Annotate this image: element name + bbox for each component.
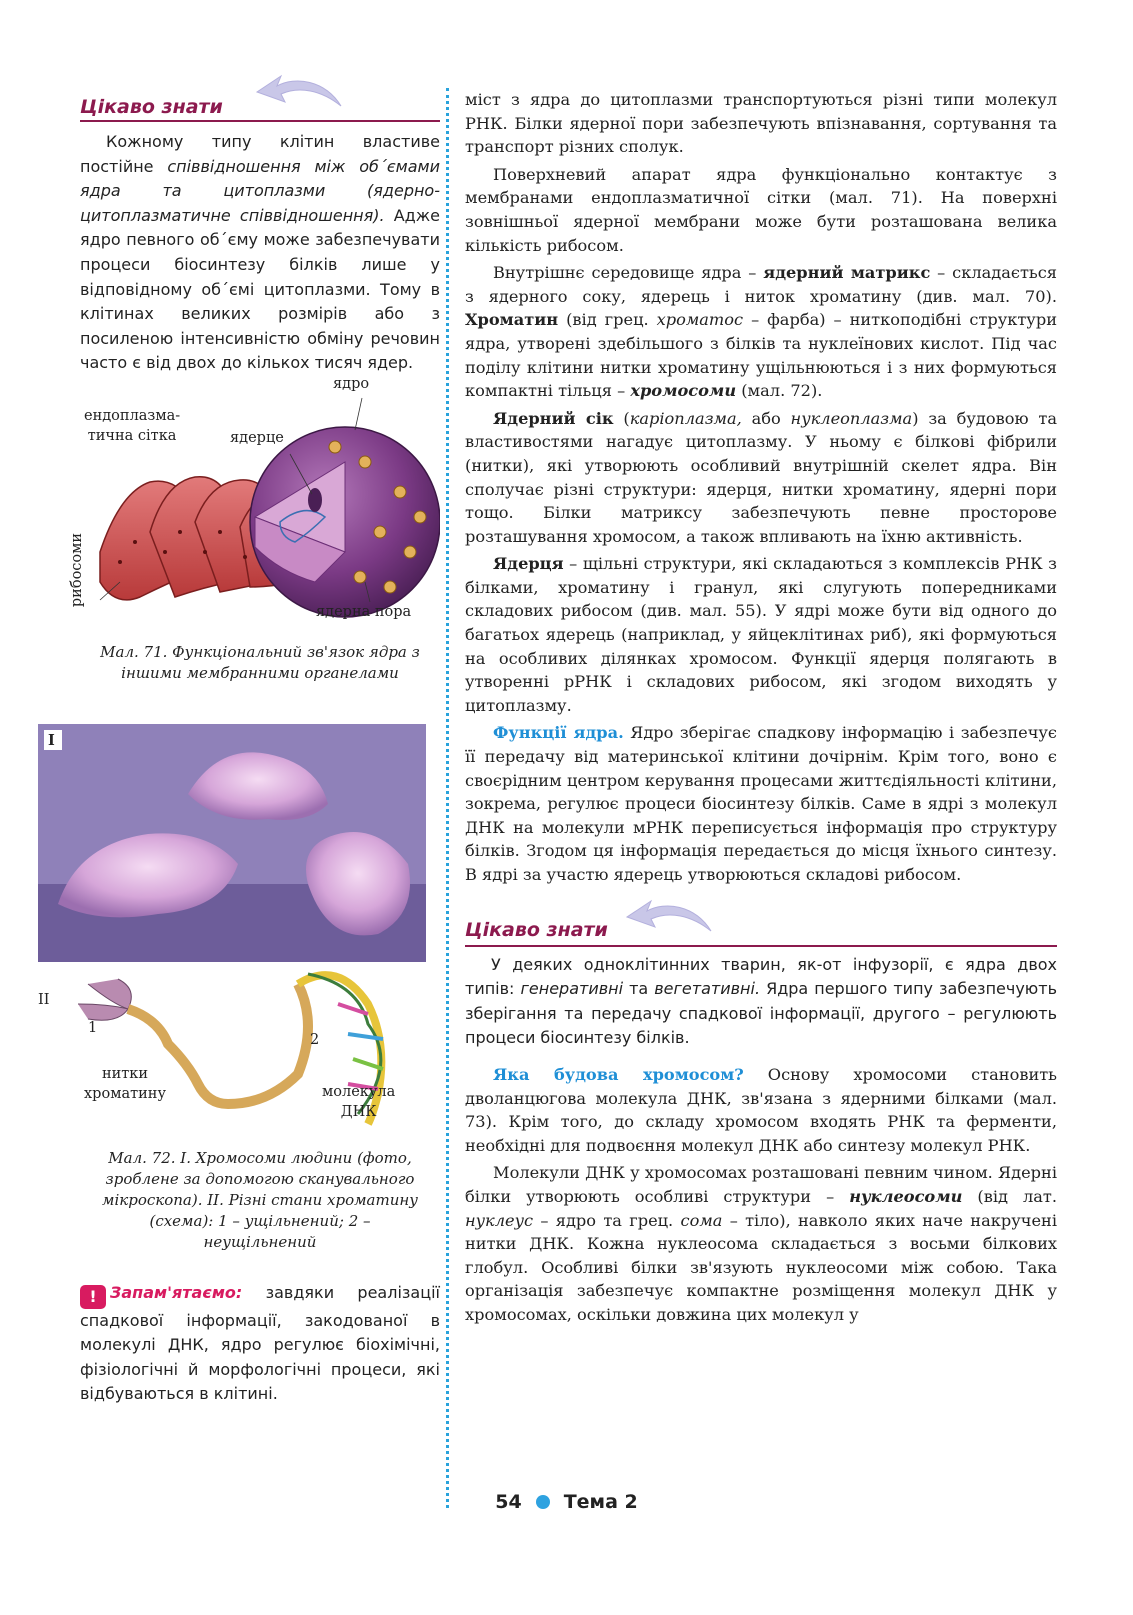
curved-arrow-icon (625, 897, 715, 939)
paragraph-8: Молекули ДНК у хромосомах розташовані певним чином. Ядерні білки утворюють особливі структури – нуклеосоми (від лат. нуклеус – ядро та грец. сома – тіло), навколо яких наче накручені нитки ДНК. Кожна нуклеосома складається з восьми білкових глобул. Особливі білки зв'язують нуклеосоми між собою. Така організація забезпечує компактне розміщення молекул ДНК у хромосомах, оскільки довжина цих молекул у (465, 1163, 1057, 1324)
label-er: ендоплазма- тична сітка (84, 407, 181, 444)
label-roman-1: I (48, 731, 55, 749)
box1-text-a: Кожному типу клітин властиве постійне (80, 132, 440, 176)
box1-text-em: співвідношення між об´ємами ядра та цитоплазми (ядерно-цитоплазматичне співвідношення). (80, 156, 440, 225)
figure-72-diagram (38, 964, 426, 1144)
figure-72-caption: Мал. 72. I. Хромосоми людини (фото, зроблене за допомогою сканувального мікроскопа). II. Різні стани хроматину (схема): 1 – ущільнений; 2 – неущільнений (102, 1148, 418, 1251)
label-ribosomes: рибосоми (69, 532, 86, 608)
right-column (465, 88, 1057, 1331)
label-roman-2: II (38, 991, 50, 1008)
remember-icon: ! (80, 1285, 106, 1309)
box1-text-b: Адже ядро певного об´єму може забезпечувати процеси біосинтезу білків лише у відповідному об´ємі цитоплазми. Тому в клітинах великих розмірів або з посиленою інтенсивністю обміну речовин часто є від двох до кількох тисяч ядер. (80, 205, 440, 373)
label-dna: молекула ДНК (322, 1083, 396, 1120)
interesting-box-2-header (465, 907, 1057, 947)
figure-72-photo (38, 724, 426, 962)
label-num-1: 1 (88, 1019, 98, 1036)
topic-label: Тема 2 (563, 1491, 638, 1513)
interesting-box-2-title: Цікаво знати (465, 919, 608, 941)
page-number: 54 (495, 1491, 522, 1513)
label-pore: ядерна пора (316, 603, 412, 620)
remember-title: Запам'ятаємо: (110, 1282, 243, 1302)
figure-71 (69, 375, 440, 642)
interesting-box-title: Цікаво знати (80, 96, 223, 118)
remember-text: завдяки реалізації спадкової інформації, закодованої в молекулі ДНК, ядро регулює біохімічні, фізіологічні й морфологічні процеси, які відбуваються в клітині. (80, 1282, 440, 1404)
chromosome-photo (38, 724, 426, 962)
interesting-box-text (80, 130, 440, 376)
paragraph-6: Функції ядра. Ядро зберігає спадкову інформацію і забезпечує її передачу від материнської клітини дочірнім. Крім того, воно є своєрідним центром керування процесами життєдіяльності клітини, зокрема, регулює процеси біосинтезу білків. Саме в ядрі з молекул ДНК на молекули мРНК переписується інформація про структуру білків. Згодом ця інформація передається до місця їхнього синтезу. В ядрі за участю ядерець утворюються складові рибосом. (465, 723, 1057, 884)
left-column (38, 82, 440, 1407)
page-footer (0, 1491, 1133, 1513)
paragraph-2: Поверхневий апарат ядра функціонально контактує з мембранами ендоплазматичної сітки (мал. 71). На поверхні зовнішньої ядерної мембрани може бути розташована велика кількість рибосом. (465, 164, 1057, 255)
column-divider (446, 88, 449, 1508)
label-num-2: 2 (310, 1031, 320, 1048)
interesting-box-header (80, 82, 440, 122)
curved-arrow-icon (255, 72, 345, 114)
paragraph-5: Ядерця – щільні структури, які складаються з комплексів РНК з білками, хроматину і гранул, які слугують попередниками складових рибосом (див. мал. 55). У ядрі може бути від одного до багатьох ядерець (наприклад, у яйцеклітинах риб), які формуються на особливих ділянках хромосом. Функції ядерця полягають в утворенні рРНК і складових рибосом, які згодом виходять у цитоплазму. (465, 554, 1057, 715)
paragraph-7: Яка будова хромосом? Основу хромосоми становить дволанцюгова молекула ДНК, зв'язана з ядерними білками (мал. 73). Крім того, до складу хромосом входять РНК та ферменти, необхідні для подвоєння молекул ДНК або синтезу молекул РНК. (465, 1064, 1057, 1155)
label-chromatin: нитки хроматину (84, 1065, 166, 1102)
paragraph-4: Ядерний сік (каріоплазма, або нуклеоплазма) за будовою та властивостями нагадує цитоплазму. У ньому є білкові фібрили (нитки), які утворюють особливий внутрішній скелет ядра. Він сполучає різні структури: ядерця, нитки хроматину, ядерні пори тощо. Білки матриксу забезпечують певне просторове розташування хромосом, а також впливають на їхню активність. (465, 408, 1057, 546)
footer-dot-icon (536, 1495, 550, 1509)
nucleolus (308, 488, 322, 512)
paragraph-3: Внутрішнє середовище ядра – ядерний матрикс – складається з ядерного соку, ядерець і ниток хроматину (див. мал. 70). Хроматин (від грец. хроматос – фарба) – ниткоподібні структури ядра, утворені здебільшого з білків та нуклеїнових кислот. Під час поділу клітини нитки хроматину ущільнюються і з них формуються компактні тільця – хромосоми (мал. 72). (465, 263, 1057, 401)
interesting-box-2-text: У деяких одноклітинних тварин, як-от інфузорії, є ядра двох типів: генеративні та вегетативні. Ядра першого типу забезпечують зберігання та передачу спадкової інформації, другого – регулюють процеси біосинтезу білків. (465, 954, 1058, 1048)
label-nucleolus: ядерце (230, 429, 284, 446)
label-nucleus: ядро (333, 375, 370, 392)
paragraph-1: міст з ядра до цитоплазми транспортуються різні типи молекул РНК. Білки ядерної пори забезпечують впізнавання, сортування та транспорт різних сполук. (465, 90, 1057, 157)
figure-71-caption: Мал. 71. Функціональний зв'язок ядра з іншими мембранними органелами (100, 642, 420, 682)
remember-box (80, 1281, 440, 1407)
